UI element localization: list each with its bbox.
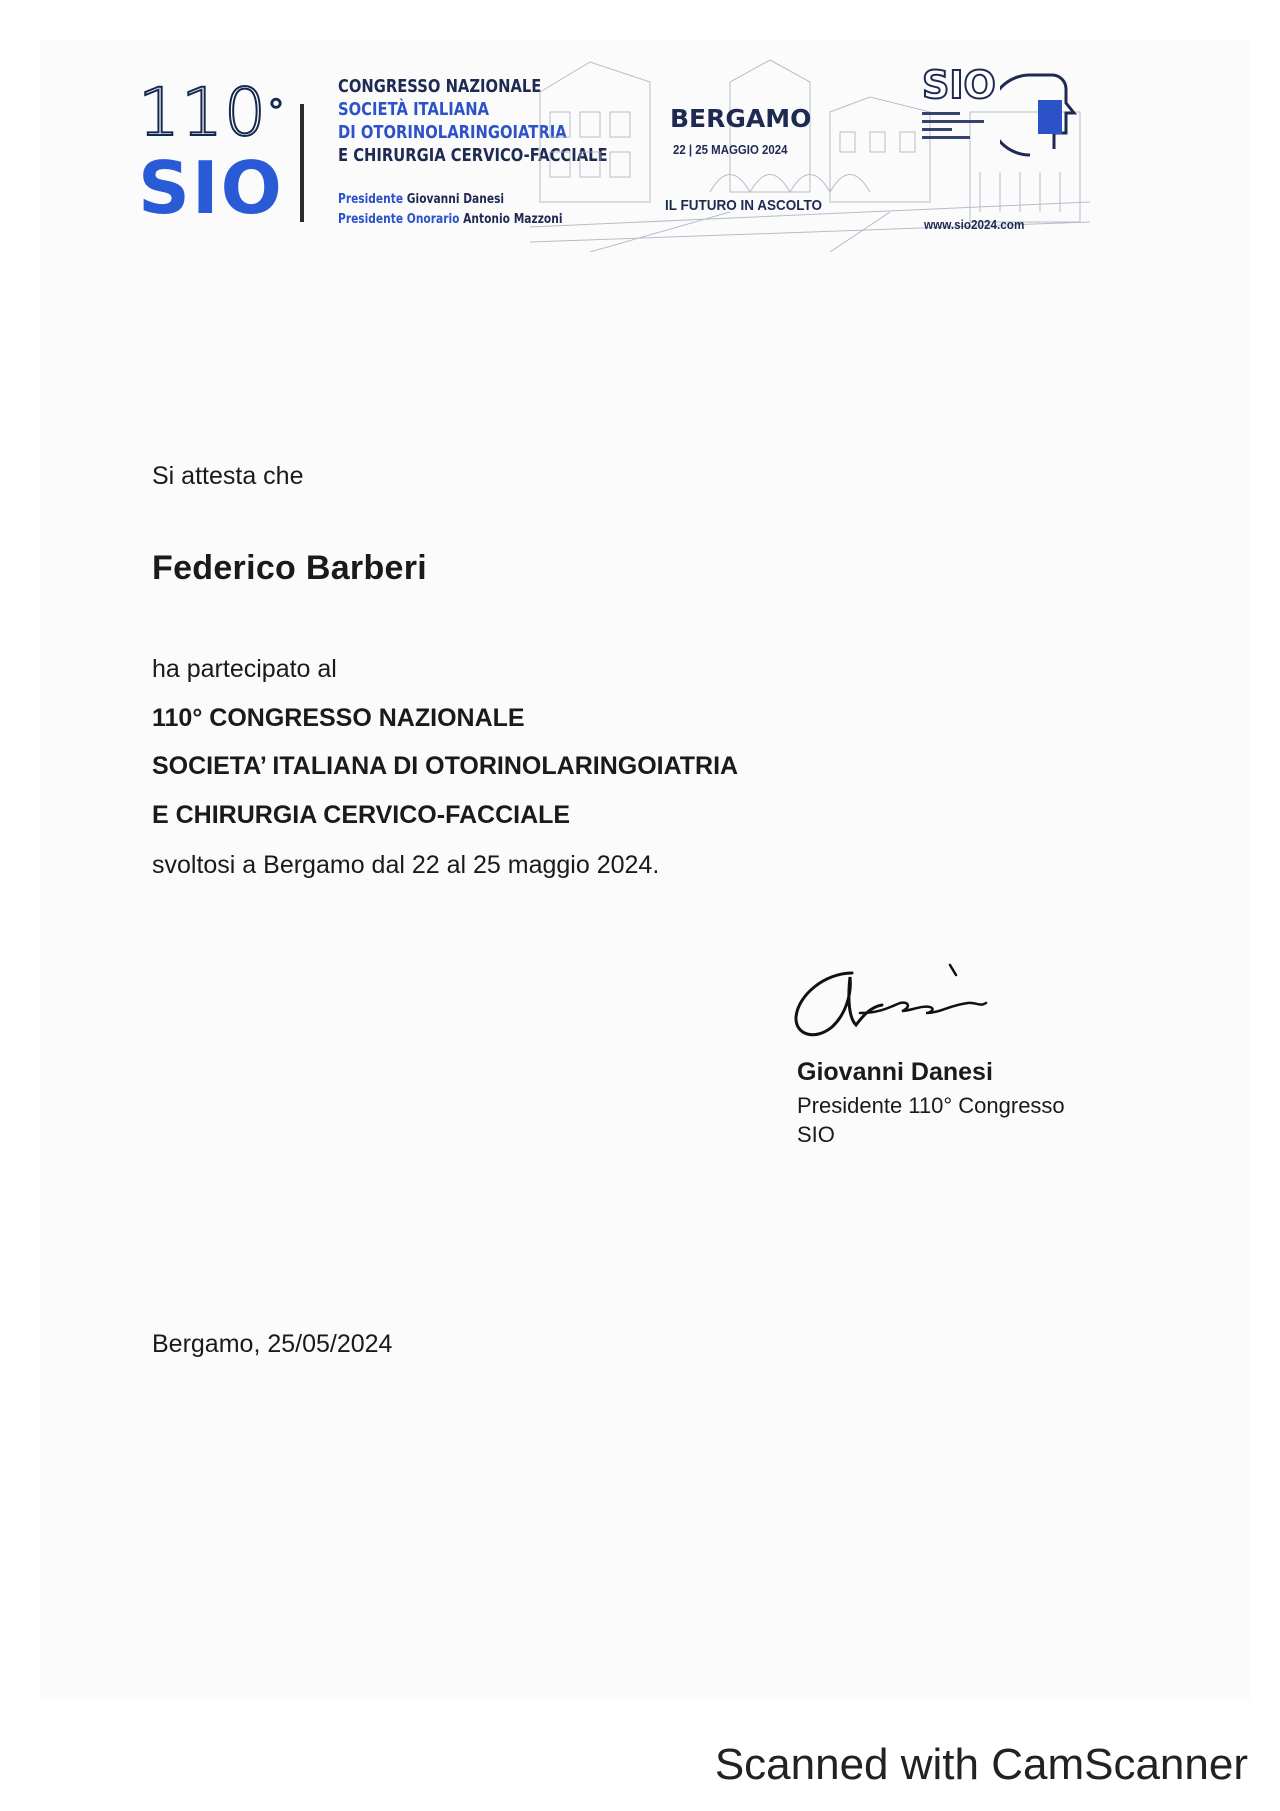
banner-title-line3: DI OTORINOLARINGOIATRIA <box>338 122 567 143</box>
place-and-date: Bergamo, 25/05/2024 <box>152 1330 393 1358</box>
congress-banner <box>130 52 1090 252</box>
logo-divider <box>300 104 304 222</box>
head-profile-icon <box>1000 70 1080 160</box>
banner-president: Presidente Giovanni Danesi <box>338 192 505 207</box>
sio-society-logo-caption <box>922 112 992 144</box>
banner-dates: 22 | 25 MAGGIO 2024 <box>673 142 788 157</box>
handwritten-signature <box>790 955 1020 1045</box>
participated-text: ha partecipato al <box>152 655 337 683</box>
banner-honorary-president: Presidente Onorario Antonio Mazzoni <box>338 212 563 227</box>
certificate-intro: Si attesta che <box>152 462 304 490</box>
event-details: svoltosi a Bergamo dal 22 al 25 maggio 2024. <box>152 851 660 879</box>
signatory-name: Giovanni Danesi <box>797 1058 993 1086</box>
sio-society-logo: SIO <box>922 63 996 107</box>
banner-title-line4: E CHIRURGIA CERVICO-FACCIALE <box>338 145 608 166</box>
scanner-watermark: Scanned with CamScanner <box>714 1740 1248 1789</box>
banner-city: BERGAMO <box>670 104 812 133</box>
congress-title-line2: SOCIETA’ ITALIANA DI OTORINOLARINGOIATRIA <box>152 752 739 780</box>
signatory-role: Presidente 110° Congresso <box>797 1093 1065 1118</box>
congress-title-line1: 110° CONGRESSO NAZIONALE <box>152 704 525 732</box>
banner-motto: IL FUTURO IN ASCOLTO <box>665 197 823 214</box>
signatory-organization: SIO <box>797 1122 835 1147</box>
banner-title-line2: SOCIETÀ ITALIANA <box>338 99 490 120</box>
logo-110: 110° <box>138 74 286 151</box>
banner-title-line1: CONGRESSO NAZIONALE <box>338 76 542 97</box>
congress-title-line3: E CHIRURGIA CERVICO-FACCIALE <box>152 801 571 829</box>
participant-name: Federico Barberi <box>152 549 428 587</box>
banner-website: www.sio2024.com <box>924 217 1025 232</box>
logo-sio: SIO <box>138 146 284 230</box>
